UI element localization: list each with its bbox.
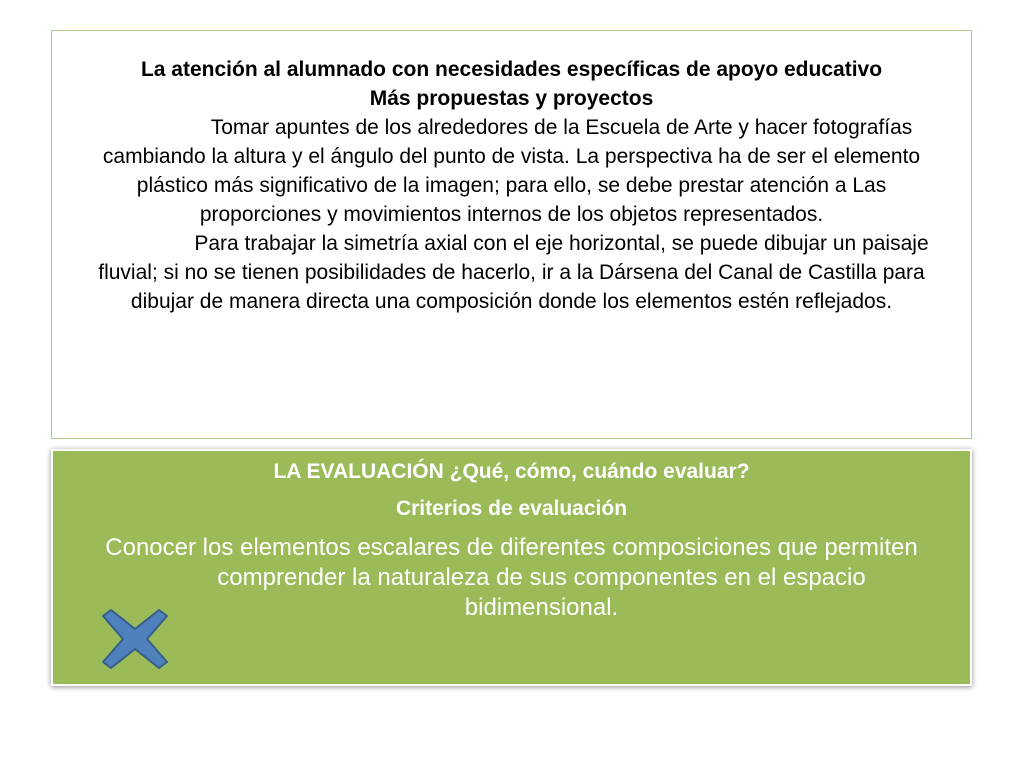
close-x-shape <box>103 610 167 668</box>
paragraph-simetria: Para trabajar la simetría axial con el eje horizontal, se puede dibujar un paisaje fluvial; si no se tienen posibilidades de hacerlo, ir a la Dársena del Canal de Castilla para dibujar de manera directa una composición donde los elementos estén reflejados. <box>98 232 929 313</box>
paragraph-perspectiva: Tomar apuntes de los alrededores de la Escuela de Arte y hacer fotografías cambiando la altura y el ángulo del punto de vista. La perspectiva ha de ser el elemento plástico más significativo de la imagen; para ello, se debe prestar atención a Las proporciones y movimientos internos de los objetos representados. <box>102 116 921 226</box>
criteria-heading: Criterios de evaluación <box>395 497 628 520</box>
section-subtitle: Más propuestas y proyectos <box>369 87 654 110</box>
evaluation-panel <box>51 449 972 686</box>
criterion-text: Conocer los elementos escalares de diferentes composiciones que permiten comprender la naturaleza de sus componentes en el espacio bidimensional. <box>105 534 918 621</box>
close-x-icon[interactable] <box>100 609 170 669</box>
section-title: La atención al alumnado con necesidades específicas de apoyo educativo <box>140 58 883 81</box>
top-text-box <box>51 30 972 439</box>
evaluation-heading: LA EVALUACIÓN ¿Qué, cómo, cuándo evaluar? <box>273 460 750 483</box>
